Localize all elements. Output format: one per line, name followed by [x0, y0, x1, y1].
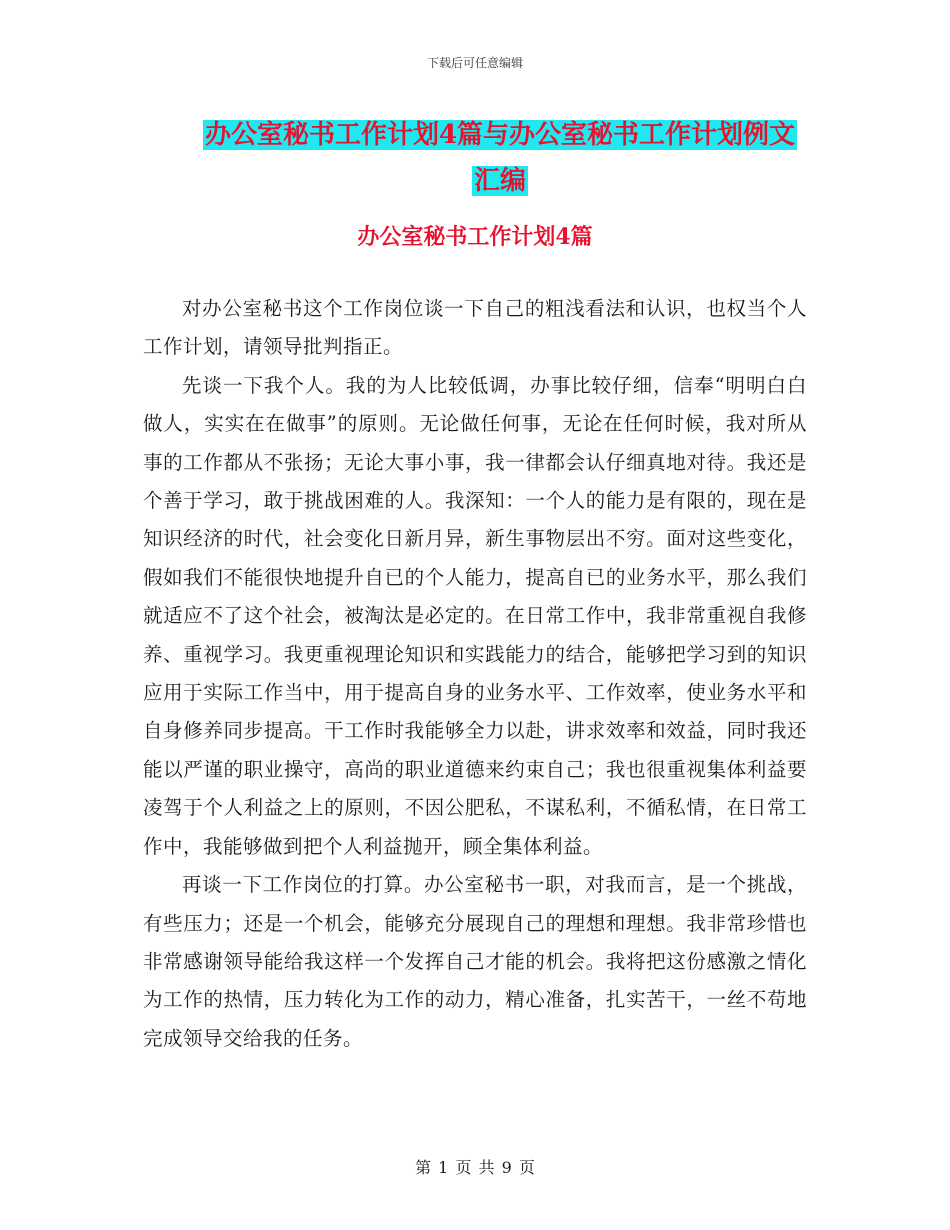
document-title-line-2: 汇编 — [473, 166, 526, 196]
paragraph: 先谈一下我个人。我的为人比较低调，办事比较仔细，信奉“明明白白做人，实实在在做事”的原则。无论做任何事，无论在任何时候，我对所从事的工作都从不张扬；无论大事小事，我一律都会认仔细真地对待。我还是个善于学习，敢于挑战困难的人。我深知：一个人的能力是有限的，现在是知识经济的时代，社会变化日新月异，新生事物层出不穷。面对这些变化，假如我们不能很快地提升自已的个人能力，提高自已的业务水平，那么我们就适应不了这个社会，被淘汰是必定的。在日常工作中，我非常重视自我修养、重视学习。我更重视理论知识和实践能力的结合，能够把学习到的知识应用于实际工作当中，用于提高自身的业务水平、工作效率，使业务水平和自身修养同步提高。干工作时我能够全力以赴，讲求效率和效益，同时我还能以严谨的职业操守，高尚的职业道德来约束自己；我也很重视集体利益要凌驾于个人利益之上的原则，不因公肥私，不谋私利，不循私情，在日常工作中，我能够做到把个人利益抛开，顾全集体利益。 — [143, 373, 807, 858]
paragraph: 再谈一下工作岗位的打算。办公室秘书一职，对我而言，是一个挑战，有些压力；还是一个机会，能够充分展现自己的理想和理想。我非常珍惜也非常感谢领导能给我这样一个发挥自己才能的机会。我将把这份感激之情化为工作的热情，压力转化为工作的动力，精心准备，扎实苦干，一丝不苟地完成领导交给我的任务。 — [143, 873, 807, 1050]
document-body — [143, 290, 807, 1058]
section-title: 办公室秘书工作计划4篇 — [357, 224, 593, 250]
document-title-line-1: 办公室秘书工作计划4篇与办公室秘书工作计划例文 — [204, 120, 796, 150]
document-title — [180, 112, 820, 204]
page-header-note: 下载后可任意编辑 — [426, 56, 523, 70]
paragraph: 对办公室秘书这个工作岗位谈一下自己的粗浅看法和认识，也权当个人工作计划，请领导批判指正。 — [143, 297, 807, 359]
page-number-footer: 第 1 页 共 9 页 — [415, 1158, 535, 1177]
